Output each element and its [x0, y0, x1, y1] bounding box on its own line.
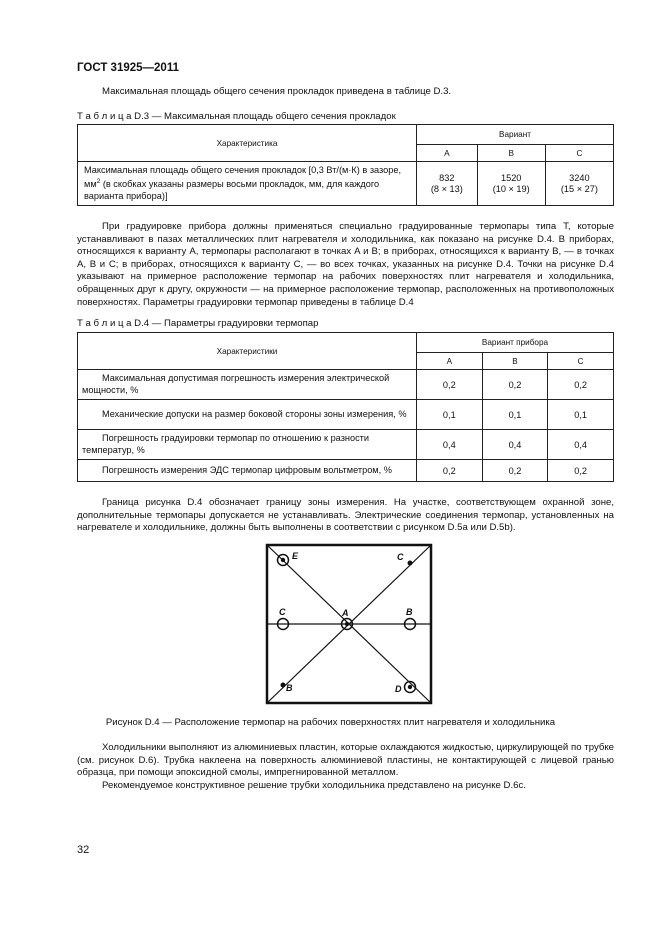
boundary-paragraph: Граница рисунка D.4 обозначает границу зоны измерения. На участке, соответствующем охранной зоне, дополнительные термопары допускается не устанавливать. Электрические соединения термопар, установленных на нагревателе и холодильнике, должны быть выполнены в соответствии с рисунком D.5a или D.5b).: [77, 497, 614, 534]
table-d4-cell: 0,4: [417, 430, 483, 460]
table-row: [78, 430, 614, 460]
label-d: D: [395, 684, 402, 694]
table-d3-row-label: Максимальная площадь общего сечения прокладок [0,3 Вт/(м·К) в зазоре, $мм^2$ (в скобках указаны размеры восьми прокладок, мм, для каждого варианта прибора)]: [78, 162, 417, 206]
table-d4-cell: 0,2: [482, 460, 548, 482]
table-d3-variant-a: A: [417, 145, 478, 162]
table-d3: [77, 124, 614, 206]
label-a: A: [342, 608, 349, 618]
table-d4-cell: 0,2: [417, 370, 483, 400]
table-d4-header-variant: Вариант прибора: [417, 333, 614, 353]
table-d4-cell: 0,1: [417, 400, 483, 430]
table-d4-cell: 0,1: [482, 400, 548, 430]
table-d4-header-characteristics: Характеристики: [78, 333, 417, 370]
table-d4-cell: 0,2: [548, 460, 614, 482]
thermocouple-b-bottom: [281, 683, 286, 688]
intro-paragraph: Максимальная площадь общего сечения прокладок приведена в таблице D.3.: [102, 86, 452, 97]
page-number: 32: [77, 844, 90, 856]
table-d4-row-label: Погрешность градуировки термопар по отношению к разности температур, %: [78, 430, 417, 460]
calibration-paragraph: При градуировке прибора должны применяться специально градуированные термопары типа T, которые устанавливают в пазах металлических плит нагревателя и холодильника, как показано на рисунке D.4. В приборах, относящихся к варианту А, термопары располагают в точках A и B; в приборах, относящихся к варианту B, — в точках A, B и C; в приборах, относящихся к варианту C, — во всех точках, указанных на рисунке D.4. Точки на рисунке D.4 указывают на примерное расположение термопар на рабочих поверхностях плит нагревателя и холодильника, обращенных друг к другу, окружности — на примерное расположение термопар, расположенных на противоположных поверхностях. Параметры градуировки термопар приведены в таблице D.4: [77, 221, 614, 308]
table-d4-cell: 0,2: [548, 370, 614, 400]
label-c-left: C: [279, 607, 286, 617]
table-row: [78, 460, 614, 482]
table-d4: [77, 332, 614, 482]
table-d4-cell: 0,2: [417, 460, 483, 482]
thermocouple-e: [278, 555, 289, 566]
figure-caption: Рисунок D.4 — Расположение термопар на рабочих поверхностях плит нагревателя и холодильника: [105, 717, 556, 728]
table-row: [78, 400, 614, 430]
label-c-top: C: [397, 552, 404, 562]
document-header: ГОСТ 31925—2011: [77, 62, 179, 74]
table-d4-row-label: Механические допуски на размер боковой стороны зоны измерения, %: [78, 400, 417, 430]
table-d4-variant-a: A: [417, 353, 483, 370]
table-d4-cell: 0,2: [482, 370, 548, 400]
thermocouple-c-top: [408, 561, 413, 566]
table-d3-caption: Т а б л и ц а D.3 — Максимальная площадь общего сечения прокладок: [77, 111, 396, 122]
table-d4-variant-b: B: [482, 353, 548, 370]
table-d4-cell: 0,1: [548, 400, 614, 430]
table-d4-caption: Т а б л и ц а D.4 — Параметры градуировки термопар: [77, 318, 319, 329]
recommendation-paragraph: Рекомендуемое конструктивное решение трубки холодильника представлено на рисунке D.6c.: [102, 780, 526, 791]
table-d3-cell-b: 1520 (10 × 19): [477, 162, 545, 206]
table-d4-row-label: Максимальная допустимая погрешность измерения электрической мощности, %: [78, 370, 417, 400]
label-e: E: [292, 551, 299, 561]
table-d3-variant-c: C: [545, 145, 613, 162]
label-b-bottom: B: [286, 683, 293, 693]
table-d3-header-variant: Вариант: [417, 125, 614, 145]
table-d3-variant-b: B: [477, 145, 545, 162]
figure-d4: [265, 543, 433, 705]
table-d3-cell-a: 832 (8 × 13): [417, 162, 478, 206]
cooler-paragraph: Холодильники выполняют из алюминиевых пластин, которые охлаждаются жидкостью, циркулирующей по трубке (см. рисунок D.6). Трубка наклеена на поверхность алюминиевой пластины, не контактирующей с лицевой гранью образца, при помощи эпоксидной смолы, импрегнированной металлом.: [77, 742, 614, 779]
table-d4-cell: 0,4: [548, 430, 614, 460]
label-b-right: B: [406, 607, 413, 617]
table-d3-header-characteristic: Характеристика: [78, 125, 417, 162]
table-row: [78, 370, 614, 400]
table-d4-row-label: Погрешность измерения ЭДС термопар цифровым вольтметром, %: [78, 460, 417, 482]
table-d4-cell: 0,4: [482, 430, 548, 460]
table-d4-variant-c: C: [548, 353, 614, 370]
table-d3-cell-c: 3240 (15 × 27): [545, 162, 613, 206]
